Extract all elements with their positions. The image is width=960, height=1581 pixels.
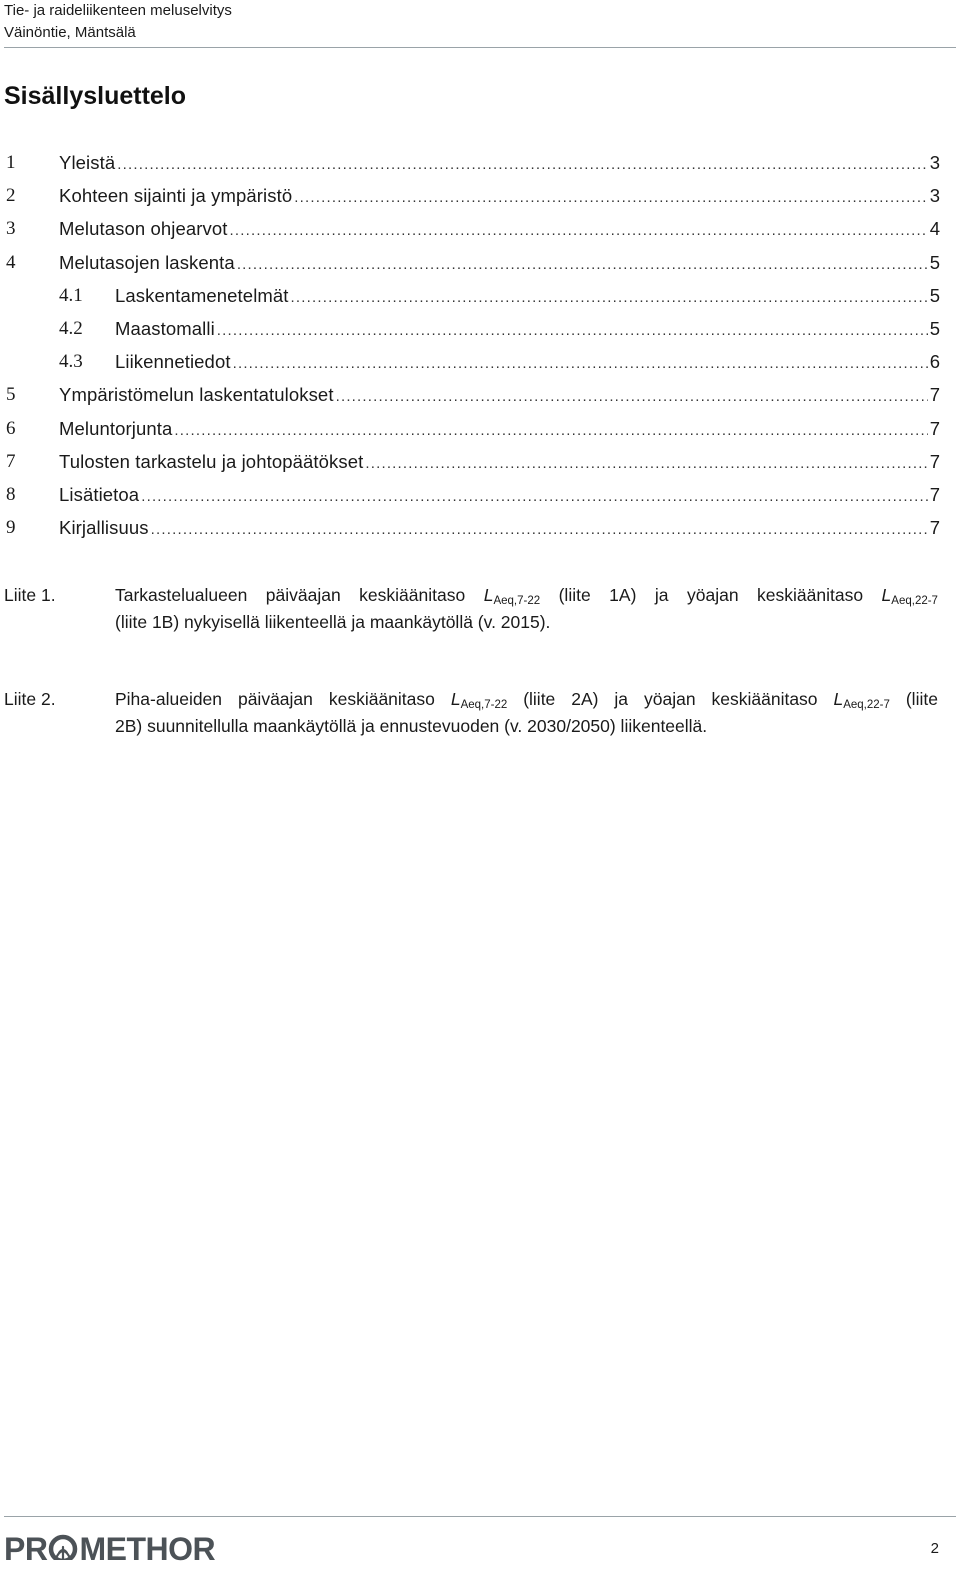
- subscript: Aeq,7-22: [493, 595, 541, 607]
- toc-entry-page: 7: [929, 384, 940, 406]
- toc-entry-5[interactable]: [0, 380, 960, 413]
- toc-entry-number: 5: [6, 384, 16, 406]
- table-of-contents: [0, 148, 960, 546]
- toc-leader-dots: [365, 455, 927, 472]
- toc-entry-4-3[interactable]: [0, 347, 960, 380]
- toc-entry-8[interactable]: [0, 480, 960, 513]
- toc-entry-page: 7: [929, 417, 940, 439]
- toc-entry-label: Melutasojen laskenta: [59, 251, 235, 273]
- toc-entry-label: Ympäristömelun laskentatulokset: [59, 384, 334, 406]
- toc-entry-page: 3: [929, 152, 940, 173]
- toc-entry-label: Yleistä: [59, 152, 116, 173]
- toc-leader-dots: [237, 256, 928, 273]
- toc-entry-4[interactable]: [0, 248, 960, 281]
- appendix-text: Piha-alueiden päiväajan keskiäänitaso: [115, 689, 435, 709]
- toc-leader-dots: [151, 521, 928, 538]
- toc-entry-2[interactable]: [0, 181, 960, 214]
- promethor-logo: [4, 1532, 215, 1566]
- toc-leader-dots: [117, 156, 927, 173]
- toc-entry-number: 4.2: [59, 317, 83, 339]
- toc-entry-number: 2: [6, 185, 16, 207]
- toc-entry-4-1[interactable]: [0, 281, 960, 314]
- logo-text-left: PR: [4, 1531, 48, 1567]
- appendix-text: (liite 2A) ja yöajan keskiäänitaso: [523, 689, 818, 709]
- toc-entry-9[interactable]: [0, 513, 960, 546]
- toc-leader-dots: [233, 355, 928, 372]
- symbol-l: L: [881, 585, 892, 605]
- toc-entry-page: 7: [929, 483, 940, 505]
- toc-entry-page: 7: [929, 450, 940, 472]
- toc-leader-dots: [217, 322, 928, 339]
- subscript: Aeq,22-7: [843, 699, 890, 711]
- toc-entry-page: 5: [929, 317, 940, 339]
- toc-entry-6[interactable]: [0, 414, 960, 447]
- toc-entry-page: 5: [929, 251, 940, 273]
- toc-entry-label: Meluntorjunta: [59, 417, 173, 439]
- toc-leader-dots: [294, 189, 927, 206]
- toc-entry-page: 6: [929, 351, 940, 373]
- appendix-line: (liite 1B) nykyisellä liikenteellä ja maankäytöllä (v. 2015).: [115, 612, 551, 632]
- footer-divider: [4, 1516, 956, 1517]
- toc-entry-label: Liikennetiedot: [115, 351, 231, 373]
- subscript: Aeq,7-22: [460, 699, 508, 711]
- symbol-l: L: [483, 585, 494, 605]
- appendix-line: [115, 686, 938, 713]
- toc-entry-page: 3: [929, 185, 940, 207]
- toc-entry-label: Laskentamenetelmät: [115, 284, 289, 306]
- toc-entry-number: 4.3: [59, 351, 83, 373]
- toc-entry-4-2[interactable]: [0, 314, 960, 347]
- appendix-text: (liite 1A) ja yöajan keskiäänitaso: [558, 585, 864, 605]
- toc-entry-label: Lisätietoa: [59, 483, 140, 505]
- toc-entry-label: Kirjallisuus: [59, 517, 149, 539]
- toc-entry-label: Tulosten tarkastelu ja johtopäätökset: [59, 450, 364, 472]
- appendix-text: Tarkastelualueen päiväajan keskiäänitaso: [115, 585, 466, 605]
- appendix-2[interactable]: [4, 686, 938, 742]
- appendix-label: Liite 1.: [4, 585, 56, 605]
- toc-leader-dots: [230, 222, 928, 239]
- toc-entry-3[interactable]: [0, 214, 960, 247]
- toc-entry-number: 4.1: [59, 284, 83, 306]
- header-location: Väinöntie, Mäntsälä: [4, 24, 136, 41]
- toc-entry-number: 4: [6, 251, 16, 273]
- toc-entry-page: 4: [929, 218, 940, 240]
- toc-entry-number: 9: [6, 517, 16, 539]
- toc-entry-label: Maastomalli: [115, 317, 215, 339]
- subscript: Aeq,22-7: [891, 595, 938, 607]
- appendix-description: [115, 582, 938, 636]
- logo-text-right: METHOR: [79, 1531, 216, 1567]
- appendix-description: [115, 686, 938, 740]
- toc-leader-dots: [336, 388, 928, 405]
- page-header: [4, 0, 956, 48]
- appendix-line: 2B) suunnitellulla maankäytöllä ja ennustevuoden (v. 2030/2050) liikenteellä.: [115, 716, 708, 736]
- toc-leader-dots: [291, 289, 928, 306]
- logo-o-icon: [48, 1534, 78, 1564]
- appendix-line: [115, 582, 938, 609]
- appendix-1[interactable]: [4, 582, 938, 638]
- appendix-label: Liite 2.: [4, 689, 56, 709]
- toc-entry-7[interactable]: [0, 447, 960, 480]
- toc-entry-number: 8: [6, 483, 16, 505]
- toc-entry-number: 7: [6, 450, 16, 472]
- toc-entry-number: 6: [6, 417, 16, 439]
- symbol-l: L: [450, 689, 461, 709]
- appendix-text: (liite: [905, 689, 938, 709]
- toc-entry-label: Melutason ohjearvot: [59, 218, 228, 240]
- symbol-l: L: [833, 689, 844, 709]
- toc-leader-dots: [141, 488, 928, 505]
- toc-entry-label: Kohteen sijainti ja ympäristö: [59, 185, 293, 207]
- header-report-title: Tie- ja raideliikenteen meluselvitys: [4, 2, 232, 19]
- toc-entry-page: 5: [929, 284, 940, 306]
- toc-entry-page: 7: [929, 517, 940, 539]
- toc-title: Sisällysluettelo: [4, 82, 187, 110]
- page-number: 2: [930, 1540, 939, 1557]
- toc-entry-1[interactable]: [0, 148, 960, 181]
- toc-leader-dots: [174, 422, 927, 439]
- toc-entry-number: 3: [6, 218, 16, 240]
- toc-entry-number: 1: [6, 152, 16, 173]
